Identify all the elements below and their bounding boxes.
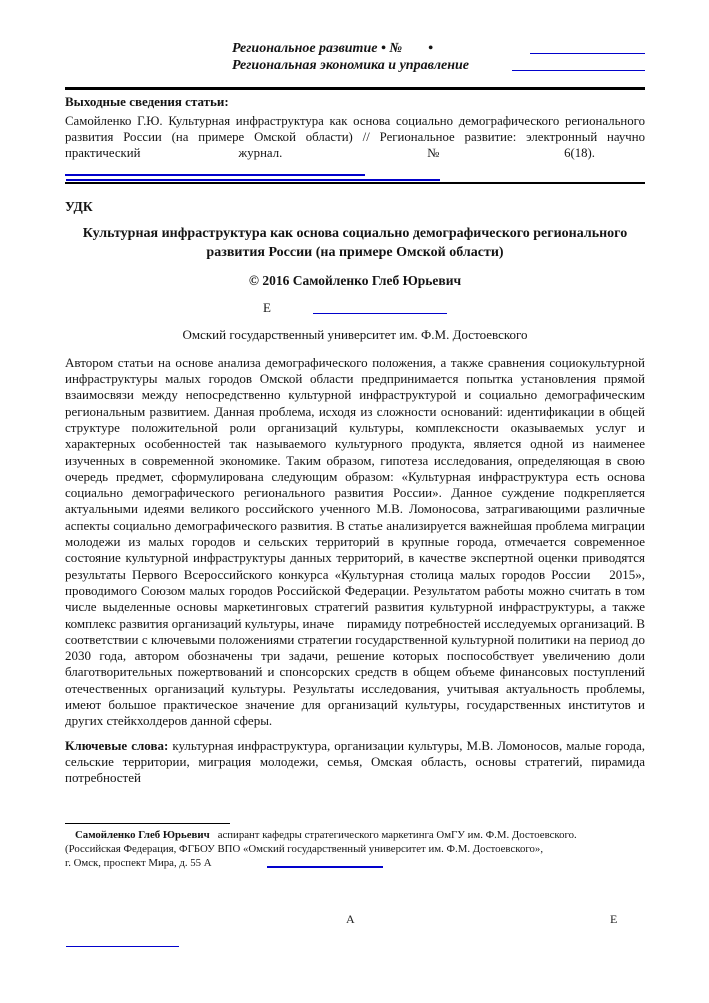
masthead-journal-name: Региональное развитие • № bbox=[232, 41, 403, 56]
masthead-row-1 bbox=[65, 40, 645, 57]
footnote-author-name: Самойленко Глеб Юрьевич bbox=[75, 828, 210, 841]
footnote-separator-rule bbox=[65, 823, 230, 824]
email-link[interactable] bbox=[313, 313, 447, 314]
masthead-bullet: • bbox=[428, 41, 434, 56]
masthead-subtitle: Региональная экономика и управление bbox=[232, 58, 470, 73]
email-row bbox=[65, 299, 645, 316]
masthead-row-2 bbox=[65, 57, 645, 74]
footer-letter-e: Е bbox=[610, 912, 618, 926]
citation-paragraph bbox=[65, 113, 645, 178]
masthead-link-1[interactable] bbox=[530, 53, 645, 54]
article-title: Культурная инфраструктура как основа социально демографического регионального развития России (на примере Омской области) bbox=[82, 225, 628, 260]
citation-link-2[interactable] bbox=[66, 179, 440, 181]
masthead-link-2[interactable] bbox=[512, 70, 645, 71]
footnote-line-3 bbox=[65, 856, 645, 870]
footnote-line-2: (Российская Федерация, ФГБОУ ВПО «Омский государственный университет им. Ф.М. Достоевского», bbox=[65, 842, 544, 855]
keywords-paragraph bbox=[65, 738, 645, 787]
footnote-author-role: аспирант кафедры стратегического маркетинга ОмГУ им. Ф.М. Достоевского. bbox=[217, 828, 577, 841]
abstract-paragraph: Автором статьи на основе анализа демографического положения, а также сравнения социокультурной инфраструктуры малых городов Омской области предпринимается попытка установления прямой взаимосвязи между непосредственно культурной инфраструктурой и социально демографическим региональным развитием. Данная проблема, исходя из сложности оснований: идентификации в общей структуре положительной роли организаций культуры, комплексности оказываемых услуг и характерных особенностей так называемого культурного продукта, является одной из наименее изученных в современной экономике. Таким образом, гипотеза исследования, определяющая в свою очередь предмет, сформулирована следующим образом: «Культурная инфраструктура есть основа социально демографического регионального развития России». Данное суждение подкрепляется актуальными идеями великого российского ученного М.В. Ломоносова, затрагивающими различные аспекты социально демографического развития. В статье анализируется важнейшая проблема миграции молодежи из малых городов и сельских территорий в крупные города, отмечается современное состояние культурной инфраструктуры данных территорий, в качестве экспертной оценки приводятся результаты Первого Всероссийского конкурса «Культурная столица малых городов России 2015», проводимого Союзом малых городов Российской Федерации. Результатом работы можно считать в том числе выделенные основы маркетинговых стратегий развития культурной инфраструктуры, а также комплекс развития организаций культуры, иначе пирамиду потребностей исследуемых организаций. В соответствии с ключевыми положениями стратегии государственной культурной политики на период до 2030 года, автором обозначены три задачи, решение которых поспособствует увеличению доли благотворительных пожертвований и спонсорских средств в общем объеме финансовых поступлений отечественных организаций культуры. Результаты исследования, учитывая актуальность проблемы, имеют большое практическое значение для организаций культуры, государственных институтов и других стейкхолдеров данной сферы. bbox=[65, 354, 645, 729]
citation-link[interactable] bbox=[65, 174, 365, 176]
citation-section-label: Выходные сведения статьи: bbox=[65, 94, 229, 109]
keywords-text: культурная инфраструктура, организации культуры, М.В. Ломоносов, малые города, сельские территории, миграция молодежи, семья, Омская область, основы стратегий, пирамида потребностей bbox=[65, 737, 646, 786]
affiliation-line: Омский государственный университет им. Ф.М. Достоевского bbox=[182, 326, 528, 342]
citation-bottom-rule bbox=[65, 182, 645, 184]
citation-issue-number: 6(18). bbox=[564, 146, 595, 161]
footnote-line-1 bbox=[65, 828, 645, 842]
footer-letter-a: А bbox=[346, 912, 355, 926]
citation-text: Самойленко Г.Ю. Культурная инфраструктура как основа социально демографического регионального развития России (на примере Омской области) // Региональное развитие: электронный научно практический журнал. bbox=[65, 114, 645, 161]
udc-label: УДК bbox=[65, 198, 93, 214]
footer-link[interactable] bbox=[66, 946, 179, 947]
masthead-title bbox=[232, 41, 433, 57]
copyright-line: © 2016 Самойленко Глеб Юрьевич bbox=[248, 272, 462, 288]
citation-issue-label: № bbox=[332, 146, 535, 161]
footnote-address: г. Омск, проспект Мира, д. 55 А bbox=[65, 857, 212, 870]
footnote-address-link[interactable] bbox=[267, 866, 383, 868]
top-divider-rule bbox=[65, 87, 645, 90]
keywords-label: Ключевые слова: bbox=[65, 737, 169, 753]
footnote-block bbox=[65, 828, 645, 871]
email-label: Е bbox=[263, 299, 271, 315]
